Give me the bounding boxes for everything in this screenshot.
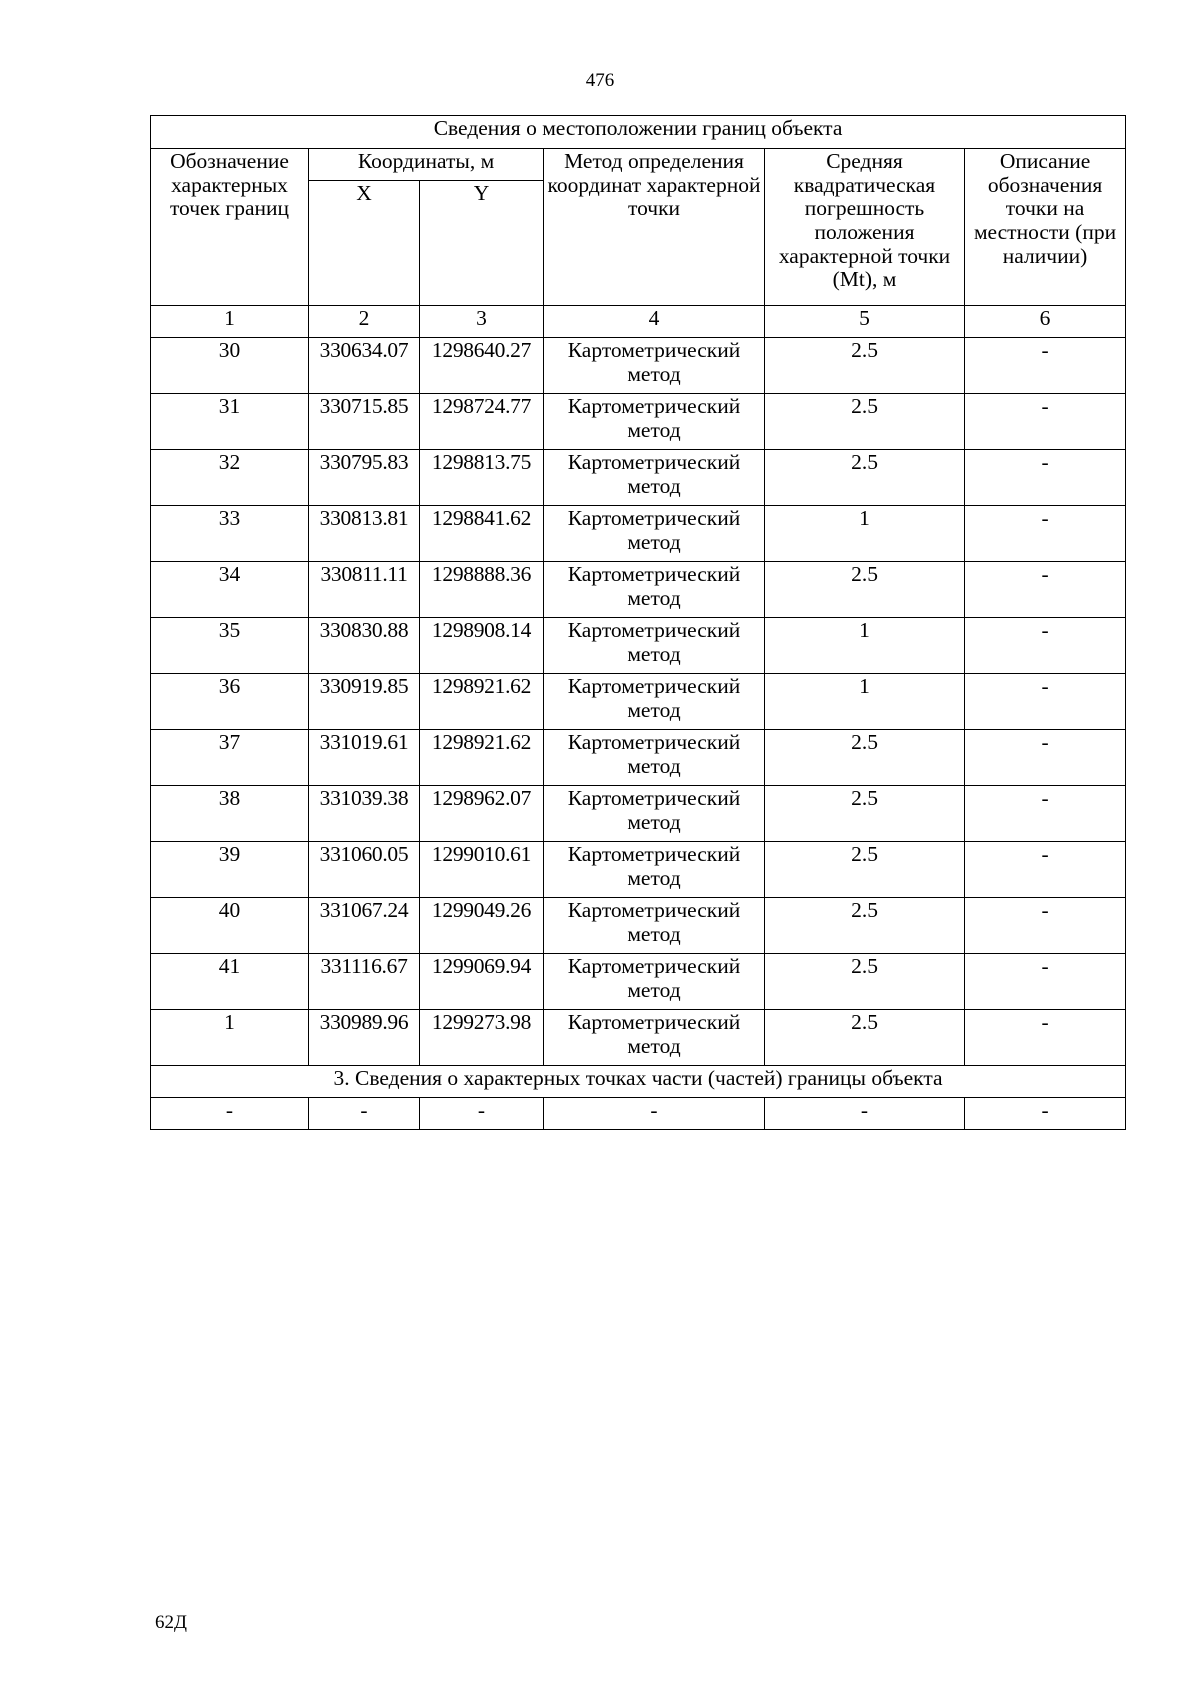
mean-error-cell: 2.5 — [765, 394, 965, 450]
table-row — [151, 1010, 1126, 1066]
point-cell: 40 — [151, 898, 309, 954]
method-cell: Картометрический метод — [544, 954, 765, 1010]
description-cell: - — [965, 506, 1126, 562]
point-cell: 31 — [151, 394, 309, 450]
method-cell: Картометрический метод — [544, 562, 765, 618]
description-cell: - — [965, 730, 1126, 786]
y-coordinate-cell: 1298640.27 — [420, 338, 544, 394]
column-number: 4 — [544, 306, 765, 338]
x-coordinate-cell: 331039.38 — [309, 786, 420, 842]
y-coordinate-cell: 1299273.98 — [420, 1010, 544, 1066]
table-row — [151, 954, 1126, 1010]
description-cell: - — [965, 786, 1126, 842]
description-cell: - — [965, 338, 1126, 394]
column-number: 3 — [420, 306, 544, 338]
section3-cell: - — [965, 1098, 1126, 1130]
y-coordinate-cell: 1298813.75 — [420, 450, 544, 506]
method-cell: Картометрический метод — [544, 618, 765, 674]
mean-error-cell: 2.5 — [765, 954, 965, 1010]
x-coordinate-cell: 330634.07 — [309, 338, 420, 394]
table-row — [151, 506, 1126, 562]
section3-cell: - — [151, 1098, 309, 1130]
method-cell: Картометрический метод — [544, 730, 765, 786]
column-number: 5 — [765, 306, 965, 338]
x-coordinate-cell: 330795.83 — [309, 450, 420, 506]
mean-error-cell: 2.5 — [765, 898, 965, 954]
method-cell: Картометрический метод — [544, 898, 765, 954]
mean-error-cell: 2.5 — [765, 730, 965, 786]
mean-error-cell: 2.5 — [765, 562, 965, 618]
table-row — [151, 562, 1126, 618]
boundary-table — [150, 115, 1126, 1130]
header-point-designation: Обозначение характерных точек границ — [151, 149, 309, 306]
x-coordinate-cell: 331060.05 — [309, 842, 420, 898]
header-coordinates: Координаты, м — [309, 149, 544, 181]
column-number: 6 — [965, 306, 1126, 338]
y-coordinate-cell: 1298841.62 — [420, 506, 544, 562]
table-title: Сведения о местоположении границ объекта — [151, 116, 1126, 149]
y-coordinate-cell: 1299049.26 — [420, 898, 544, 954]
method-cell: Картометрический метод — [544, 842, 765, 898]
point-cell: 39 — [151, 842, 309, 898]
description-cell: - — [965, 394, 1126, 450]
y-coordinate-cell: 1298921.62 — [420, 674, 544, 730]
y-coordinate-cell: 1299069.94 — [420, 954, 544, 1010]
table-row — [151, 618, 1126, 674]
description-cell: - — [965, 898, 1126, 954]
method-cell: Картометрический метод — [544, 786, 765, 842]
point-cell: 1 — [151, 1010, 309, 1066]
y-coordinate-cell: 1298921.62 — [420, 730, 544, 786]
column-number: 1 — [151, 306, 309, 338]
y-coordinate-cell: 1298888.36 — [420, 562, 544, 618]
description-cell: - — [965, 954, 1126, 1010]
description-cell: - — [965, 674, 1126, 730]
header-method: Метод определения координат характерной точки — [544, 149, 765, 306]
section3-cell: - — [309, 1098, 420, 1130]
section3-row — [151, 1098, 1126, 1130]
x-coordinate-cell: 330989.96 — [309, 1010, 420, 1066]
point-cell: 36 — [151, 674, 309, 730]
y-coordinate-cell: 1298724.77 — [420, 394, 544, 450]
x-coordinate-cell: 330919.85 — [309, 674, 420, 730]
x-coordinate-cell: 330811.11 — [309, 562, 420, 618]
point-cell: 33 — [151, 506, 309, 562]
section3-cell: - — [420, 1098, 544, 1130]
y-coordinate-cell: 1299010.61 — [420, 842, 544, 898]
table-row — [151, 394, 1126, 450]
mean-error-cell: 1 — [765, 618, 965, 674]
point-cell: 32 — [151, 450, 309, 506]
description-cell: - — [965, 1010, 1126, 1066]
x-coordinate-cell: 331019.61 — [309, 730, 420, 786]
header-x: X — [309, 181, 420, 306]
x-coordinate-cell: 331116.67 — [309, 954, 420, 1010]
method-cell: Картометрический метод — [544, 674, 765, 730]
y-coordinate-cell: 1298908.14 — [420, 618, 544, 674]
table-row — [151, 786, 1126, 842]
table-row — [151, 674, 1126, 730]
section3-cell: - — [765, 1098, 965, 1130]
column-number: 2 — [309, 306, 420, 338]
table-row — [151, 338, 1126, 394]
method-cell: Картометрический метод — [544, 394, 765, 450]
mean-error-cell: 2.5 — [765, 1010, 965, 1066]
header-description: Описание обозначения точки на местности (при наличии) — [965, 149, 1126, 306]
table-row — [151, 450, 1126, 506]
table-row — [151, 898, 1126, 954]
mean-error-cell: 1 — [765, 506, 965, 562]
mean-error-cell: 2.5 — [765, 450, 965, 506]
header-mean-error: Средняя квадратическая погрешность положения характерной точки (Mt), м — [765, 149, 965, 306]
header-y: Y — [420, 181, 544, 306]
y-coordinate-cell: 1298962.07 — [420, 786, 544, 842]
point-cell: 34 — [151, 562, 309, 618]
method-cell: Картометрический метод — [544, 506, 765, 562]
section3-title: 3. Сведения о характерных точках части (частей) границы объекта — [151, 1066, 1126, 1098]
mean-error-cell: 2.5 — [765, 338, 965, 394]
x-coordinate-cell: 330715.85 — [309, 394, 420, 450]
method-cell: Картометрический метод — [544, 1010, 765, 1066]
mean-error-cell: 1 — [765, 674, 965, 730]
column-number-row — [151, 306, 1126, 338]
point-cell: 35 — [151, 618, 309, 674]
mean-error-cell: 2.5 — [765, 786, 965, 842]
table-row — [151, 730, 1126, 786]
point-cell: 38 — [151, 786, 309, 842]
method-cell: Картометрический метод — [544, 450, 765, 506]
footer-code: 62Д — [155, 1612, 187, 1633]
section3-cell: - — [544, 1098, 765, 1130]
page-number: 476 — [585, 70, 615, 91]
description-cell: - — [965, 618, 1126, 674]
method-cell: Картометрический метод — [544, 338, 765, 394]
table-row — [151, 842, 1126, 898]
x-coordinate-cell: 330813.81 — [309, 506, 420, 562]
x-coordinate-cell: 330830.88 — [309, 618, 420, 674]
mean-error-cell: 2.5 — [765, 842, 965, 898]
point-cell: 30 — [151, 338, 309, 394]
point-cell: 41 — [151, 954, 309, 1010]
description-cell: - — [965, 842, 1126, 898]
point-cell: 37 — [151, 730, 309, 786]
x-coordinate-cell: 331067.24 — [309, 898, 420, 954]
description-cell: - — [965, 562, 1126, 618]
description-cell: - — [965, 450, 1126, 506]
